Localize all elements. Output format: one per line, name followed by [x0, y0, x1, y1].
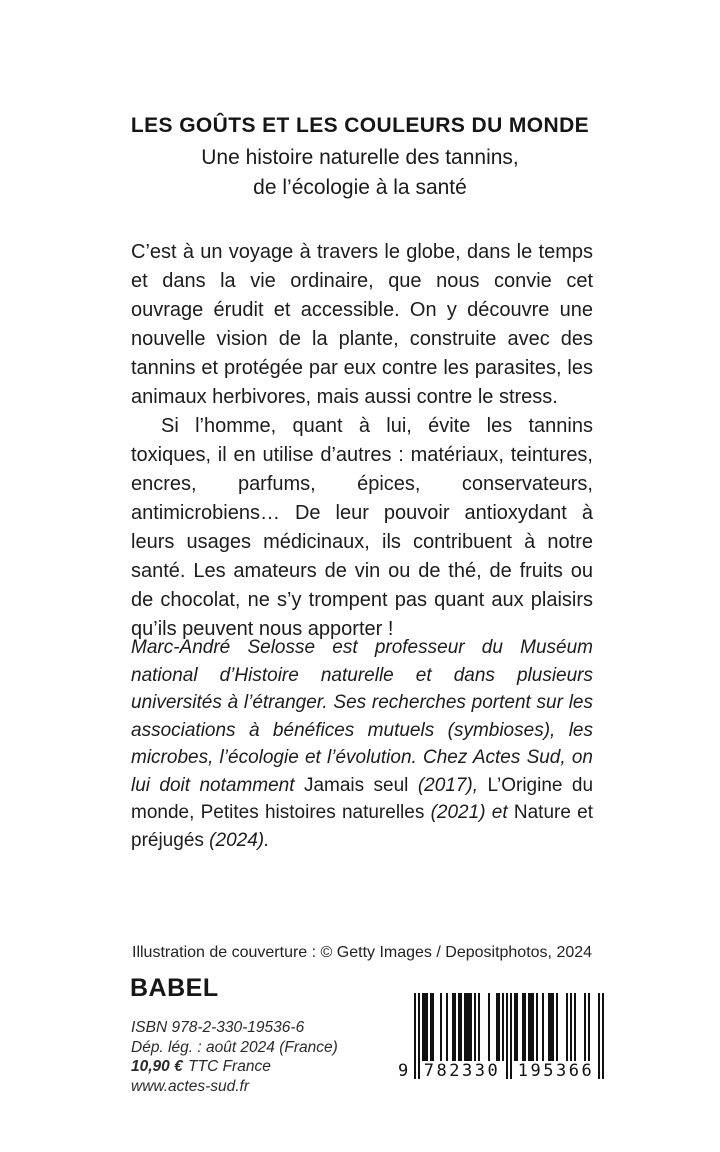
imprint-block [131, 1018, 338, 1096]
price-suffix: TTC France [188, 1058, 271, 1075]
title-block [0, 114, 720, 203]
publisher-website: www.actes-sud.fr [131, 1077, 250, 1095]
barcode-digits-left: 782330 [423, 1061, 501, 1081]
isbn-line: ISBN 978-2-330-19536-6 [131, 1019, 305, 1036]
price-line [131, 1057, 338, 1077]
bio-segment: (2024). [203, 829, 270, 851]
bio-segment: L’Origine du monde, Petites histoires naturelles [131, 774, 594, 823]
bio-segment: Nature et préjugés [131, 802, 593, 851]
bio-segment: Jamais seul [303, 774, 409, 796]
book-subtitle-line-1: Une histoire naturelle des tannins, [201, 146, 519, 169]
ean13-barcode [398, 993, 604, 1093]
legal-deposit-line: Dép. lég. : août 2024 (France) [131, 1038, 338, 1056]
bio-segment: Marc-André Selosse est professeur du Muséum national d’Histoire naturelle et dans plusieurs universités à l’étranger. Ses recherches portent sur les associations à bénéfices mutuels (symbioses), les microbes, l’écologie et l’évolution. Chez Actes Sud, on lui doit notamment [131, 637, 593, 796]
cover-illustration-credit: Illustration de couverture : © Getty Images / Depositphotos, 2024 [132, 944, 593, 961]
synopsis-paragraph-1: C’est à un voyage à travers le globe, dans le temps et dans la vie ordinaire, que nous convie cet ouvrage érudit et accessible. On y découvre une nouvelle vision de la plante, construite avec des tannins et protégée par eux contre les parasites, les animaux herbivores, mais aussi contre le stress. [131, 241, 593, 408]
book-title: LES GOÛTS ET LES COULEURS DU MONDE [130, 114, 590, 137]
barcode-digit-first: 9 [398, 1061, 409, 1081]
synopsis-paragraph-2: Si l’homme, quant à lui, évite les tannins toxiques, il en utilise d’autres : matériaux, teintures, encres, parfums, épices, conservateurs, antimicrobiens… De leur pouvoir antioxydant à leurs usages médicinaux, ils contribuent à notre santé. Les amateurs de vin ou de thé, de fruits ou de chocolat, ne s’y trompent pas quant aux plaisirs qu’ils peuvent nous apporter ! [131, 415, 593, 640]
author-bio [131, 634, 593, 854]
price-value: 10,90 € [131, 1058, 183, 1075]
barcode-digits-right: 195366 [517, 1061, 595, 1081]
synopsis [131, 238, 593, 644]
collection-logo-babel: BABEL [130, 974, 219, 1002]
book-subtitle-line-2: de l’écologie à la santé [253, 176, 467, 199]
bio-segment: (2021) et [424, 802, 514, 823]
bio-segment: (2017), [408, 774, 488, 796]
